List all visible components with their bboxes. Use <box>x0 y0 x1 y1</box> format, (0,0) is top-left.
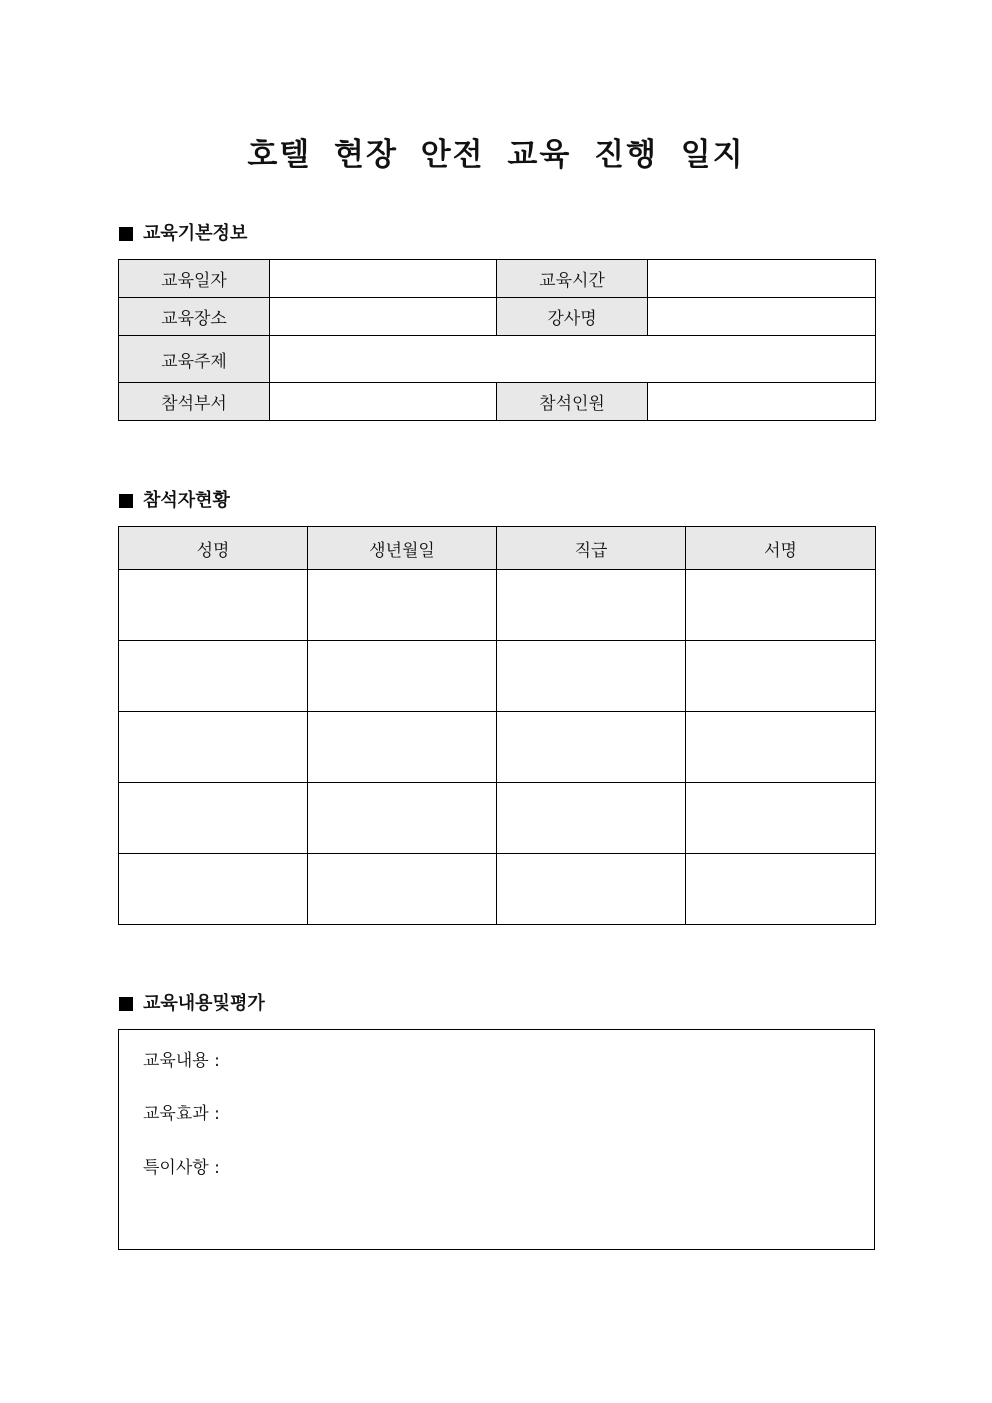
section-heading-label: 참석자현황 <box>143 490 230 511</box>
attendee-birthdate-cell[interactable] <box>308 641 497 712</box>
evaluation-label-remarks: 특이사항 : <box>143 1158 220 1178</box>
attendee-position-cell[interactable] <box>497 570 686 641</box>
column-header-name: 성명 <box>119 527 308 570</box>
attendee-birthdate-cell[interactable] <box>308 854 497 925</box>
column-header-position: 직급 <box>497 527 686 570</box>
attendee-count-field[interactable] <box>648 383 876 421</box>
attendee-signature-cell[interactable] <box>686 854 876 925</box>
attending-department-field[interactable] <box>270 383 497 421</box>
attendee-name-cell[interactable] <box>119 570 308 641</box>
table-row <box>119 783 876 854</box>
evaluation-line-content <box>143 1050 220 1072</box>
attendee-position-cell[interactable] <box>497 783 686 854</box>
attendee-signature-cell[interactable] <box>686 712 876 783</box>
evaluation-line-remarks <box>143 1157 220 1179</box>
label-education-date: 교육일자 <box>119 260 270 298</box>
label-education-topic: 교육주제 <box>119 336 270 383</box>
evaluation-label-effect: 교육효과 : <box>143 1104 220 1124</box>
education-date-field[interactable] <box>270 260 497 298</box>
attendee-position-cell[interactable] <box>497 712 686 783</box>
section-heading-label: 교육내용및평가 <box>143 993 265 1014</box>
instructor-name-field[interactable] <box>648 298 876 336</box>
attendees-table <box>118 526 876 925</box>
label-education-place: 교육장소 <box>119 298 270 336</box>
education-topic-field[interactable] <box>270 336 876 383</box>
label-instructor-name: 강사명 <box>497 298 648 336</box>
table-row <box>119 641 876 712</box>
evaluation-box[interactable] <box>118 1029 875 1250</box>
label-education-time: 교육시간 <box>497 260 648 298</box>
table-header-row <box>119 527 876 570</box>
square-bullet-icon <box>119 227 133 241</box>
attendee-birthdate-cell[interactable] <box>308 783 497 854</box>
column-header-birthdate: 생년월일 <box>308 527 497 570</box>
attendee-signature-cell[interactable] <box>686 641 876 712</box>
square-bullet-icon <box>119 997 133 1011</box>
attendee-birthdate-cell[interactable] <box>308 712 497 783</box>
section-heading-attendees <box>119 489 230 513</box>
education-place-field[interactable] <box>270 298 497 336</box>
attendee-birthdate-cell[interactable] <box>308 570 497 641</box>
square-bullet-icon <box>119 494 133 508</box>
attendee-name-cell[interactable] <box>119 854 308 925</box>
attendee-name-cell[interactable] <box>119 783 308 854</box>
column-header-signature: 서명 <box>686 527 876 570</box>
evaluation-label-content: 교육내용 : <box>143 1051 220 1071</box>
table-row <box>119 336 876 383</box>
basic-info-table <box>118 259 876 421</box>
section-heading-label: 교육기본정보 <box>143 223 248 244</box>
table-row <box>119 570 876 641</box>
attendee-position-cell[interactable] <box>497 641 686 712</box>
evaluation-line-effect <box>143 1103 220 1125</box>
education-time-field[interactable] <box>648 260 876 298</box>
table-row <box>119 854 876 925</box>
section-heading-basic-info <box>119 222 247 246</box>
attendee-name-cell[interactable] <box>119 641 308 712</box>
table-row <box>119 260 876 298</box>
attendee-signature-cell[interactable] <box>686 570 876 641</box>
attendee-signature-cell[interactable] <box>686 783 876 854</box>
label-attending-department: 참석부서 <box>119 383 270 421</box>
table-row <box>119 298 876 336</box>
page-title: 호텔 현장 안전 교육 진행 일지 <box>247 137 745 173</box>
table-row <box>119 712 876 783</box>
label-attendee-count: 참석인원 <box>497 383 648 421</box>
table-row <box>119 383 876 421</box>
attendee-position-cell[interactable] <box>497 854 686 925</box>
attendee-name-cell[interactable] <box>119 712 308 783</box>
section-heading-evaluation <box>119 992 265 1016</box>
